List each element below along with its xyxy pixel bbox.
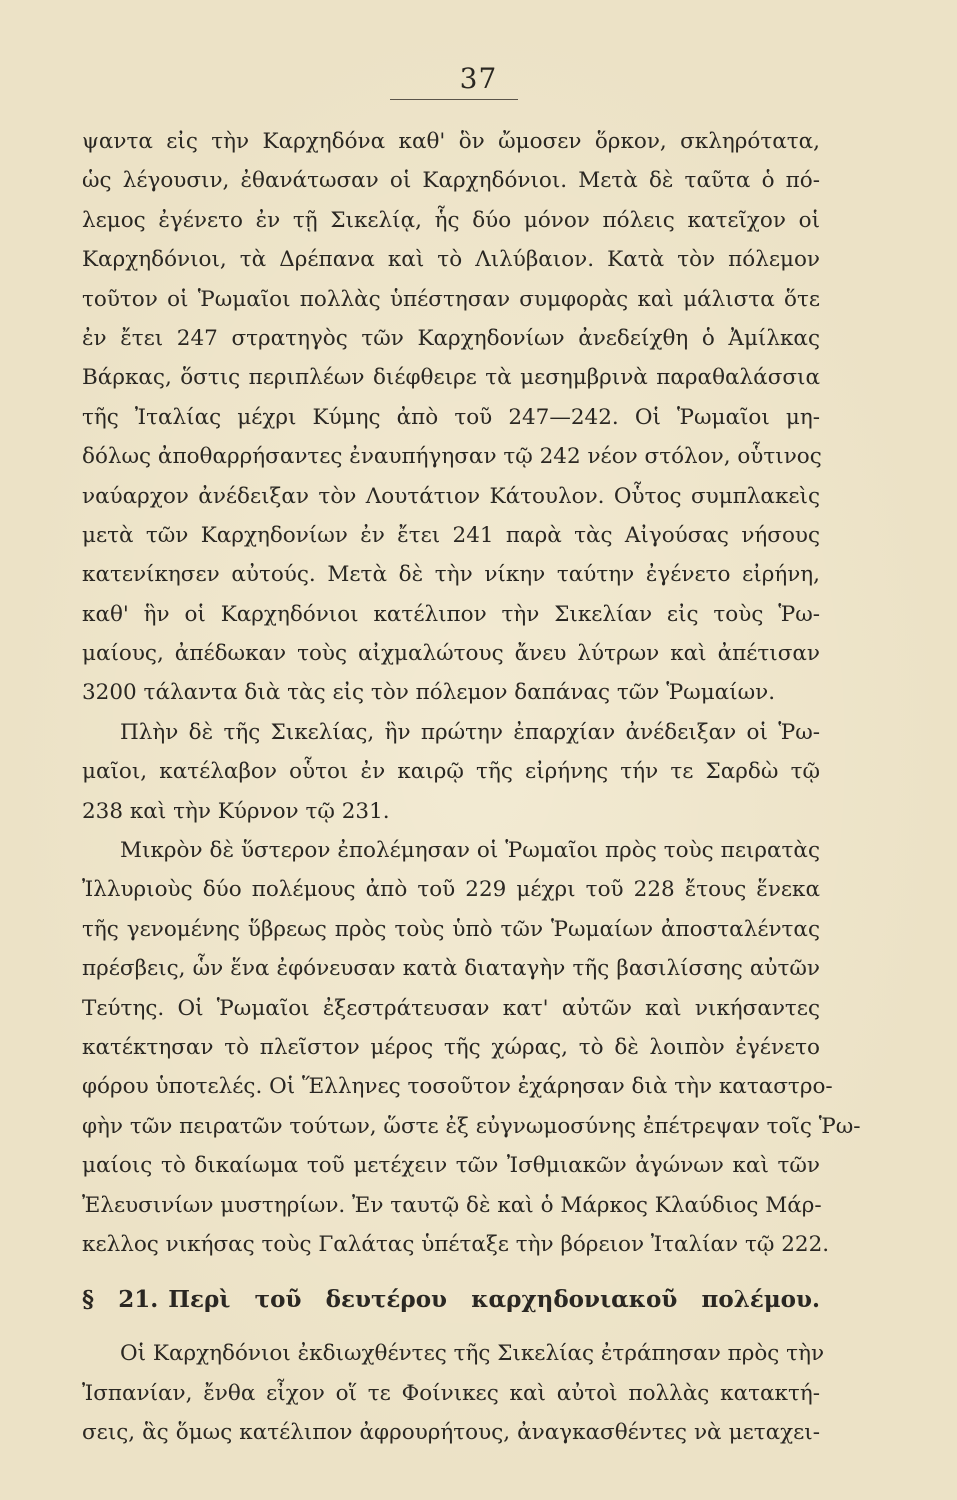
text-line: κελλος νικήσας τοὺς Γαλάτας ὑπέταξε τὴν βόρειον Ἰταλίαν τῷ 222.: [82, 1231, 830, 1257]
section-number: § 21.: [82, 1286, 159, 1314]
text-line: μαίοις τὸ δικαίωμα τοῦ μετέχειν τῶν Ἰσθμιακῶν ἀγώνων καὶ τῶν: [82, 1153, 820, 1179]
text-line: 3200 τάλαντα διὰ τὰς εἰς τὸν πόλεμον δαπάνας τῶν Ῥωμαίων.: [82, 680, 776, 706]
text-line: Καρχηδόνιοι, τὰ Δρέπανα καὶ τὸ Λιλύβαιον. Κατὰ τὸν πόλεμον: [82, 247, 820, 273]
page-number: 37: [459, 62, 498, 95]
text-line: καθ' ἣν οἱ Καρχηδόνιοι κατέλιπον τὴν Σικελίαν εἰς τοὺς Ῥω-: [82, 601, 820, 627]
text-line: σεις, ἃς ὅμως κατέλιπον ἀφρουρήτους, ἀναγκασθέντες νὰ μεταχει-: [82, 1420, 820, 1446]
text-line: λεμος ἐγένετο ἐν τῇ Σικελίᾳ, ἧς δύο μόνον πόλεις κατεῖχον οἱ: [82, 207, 820, 233]
text-line: μαῖοι, κατέλαβον οὗτοι ἐν καιρῷ τῆς εἰρήνης τήν τε Σαρδὼ τῷ: [82, 759, 820, 785]
text-line: ψαντα εἰς τὴν Καρχηδόνα καθ' ὃν ὤμοσεν ὅρκον, σκληρότατα,: [82, 129, 820, 154]
text-line: τῆς γενομένης ὕβρεως πρὸς τοὺς ὑπὸ τῶν Ῥωμαίων ἀποσταλέντας: [82, 916, 820, 942]
text-line: Τεύτης. Οἱ Ῥωμαῖοι ἐξεστράτευσαν κατ' αὐτῶν καὶ νικήσαντες: [82, 995, 820, 1021]
text-line: μαίους, ἀπέδωκαν τοὺς αἰχμαλώτους ἄνευ λύτρων καὶ ἀπέτισαν: [82, 641, 820, 667]
paragraph: [82, 713, 820, 831]
text-line: ὡς λέγουσιν, ἐθανάτωσαν οἱ Καρχηδόνιοι. Μετὰ δὲ ταῦτα ὁ πό-: [82, 168, 820, 194]
text-line: Μικρὸν δὲ ὕστερον ἐπολέμησαν οἱ Ῥωμαῖοι πρὸς τοὺς πειρατὰς: [120, 838, 820, 864]
text-line: κατέκτησαν τὸ πλεῖστον μέρος τῆς χώρας, τὸ δὲ λοιπὸν ἐγένετο: [82, 1034, 820, 1060]
text-line: ναύαρχον ἀνέδειξαν τὸν Λουτάτιον Κάτουλον. Οὗτος συμπλακεὶς: [82, 483, 820, 509]
text-line: δόλως ἀποθαρρήσαντες ἐναυπήγησαν τῷ 242 νέον στόλον, οὗτινος: [82, 444, 822, 470]
text-line: Ἰλλυριοὺς δύο πολέμους ἀπὸ τοῦ 229 μέχρι τοῦ 228 ἔτους ἕνεκα: [82, 877, 820, 903]
text-line: τῆς Ἰταλίας μέχρι Κύμης ἀπὸ τοῦ 247—242. Οἱ Ῥωμαῖοι μη-: [82, 404, 820, 430]
section-title: Περὶ τοῦ δευτέρου καρχηδονιακοῦ πολέμου.: [168, 1286, 820, 1314]
text-line: φὴν τῶν πειρατῶν τούτων, ὥστε ἐξ εὐγνωμοσύνης ἐπέτρεψαν τοῖς Ῥω-: [82, 1113, 861, 1139]
text-line: μετὰ τῶν Καρχηδονίων ἐν ἔτει 241 παρὰ τὰς Αἰγούσας νήσους: [82, 522, 820, 548]
text-line: Ἰσπανίαν, ἔνθα εἶχον οἵ τε Φοίνικες καὶ αὐτοὶ πολλὰς κατακτή-: [82, 1380, 820, 1406]
section-heading: [82, 1270, 820, 1330]
text-line: τοῦτον οἱ Ῥωμαῖοι πολλὰς ὑπέστησαν συμφορὰς καὶ μάλιστα ὅτε: [82, 286, 820, 312]
text-line: πρέσβεις, ὧν ἕνα ἐφόνευσαν κατὰ διαταγὴν τῆς βασιλίσσης αὐτῶν: [82, 956, 820, 982]
text-line: φόρου ὑποτελές. Οἱ Ἕλληνες τοσοῦτον ἐχάρησαν διὰ τὴν καταστρο-: [82, 1074, 833, 1100]
body-text: [82, 122, 861, 1453]
text-line: ἐν ἔτει 247 στρατηγὸς τῶν Καρχηδονίων ἀνεδείχθη ὁ Ἀμίλκας: [82, 325, 820, 351]
text-line: 238 καὶ τὴν Κύρνον τῷ 231.: [82, 798, 390, 824]
paragraph: [82, 831, 861, 1264]
header-rule: [390, 99, 518, 100]
paragraph: [82, 1334, 825, 1452]
text-line: Πλὴν δὲ τῆς Σικελίας, ἣν πρώτην ἐπαρχίαν ἀνέδειξαν οἱ Ῥω-: [120, 719, 820, 745]
text-line: κατενίκησεν αὐτούς. Μετὰ δὲ τὴν νίκην ταύτην ἐγένετο εἰρήνη,: [82, 562, 820, 588]
paragraph: [82, 122, 820, 713]
text-line: Βάρκας, ὅστις περιπλέων διέφθειρε τὰ μεσημβρινὰ παραθαλάσσια: [82, 365, 820, 391]
text-line: Ἐλευσινίων μυστηρίων. Ἐν ταυτῷ δὲ καὶ ὁ Μάρκος Κλαύδιος Μάρ-: [82, 1192, 822, 1218]
text-line: Οἱ Καρχηδόνιοι ἐκδιωχθέντες τῆς Σικελίας ἐτράπησαν πρὸς τὴν: [120, 1341, 825, 1367]
